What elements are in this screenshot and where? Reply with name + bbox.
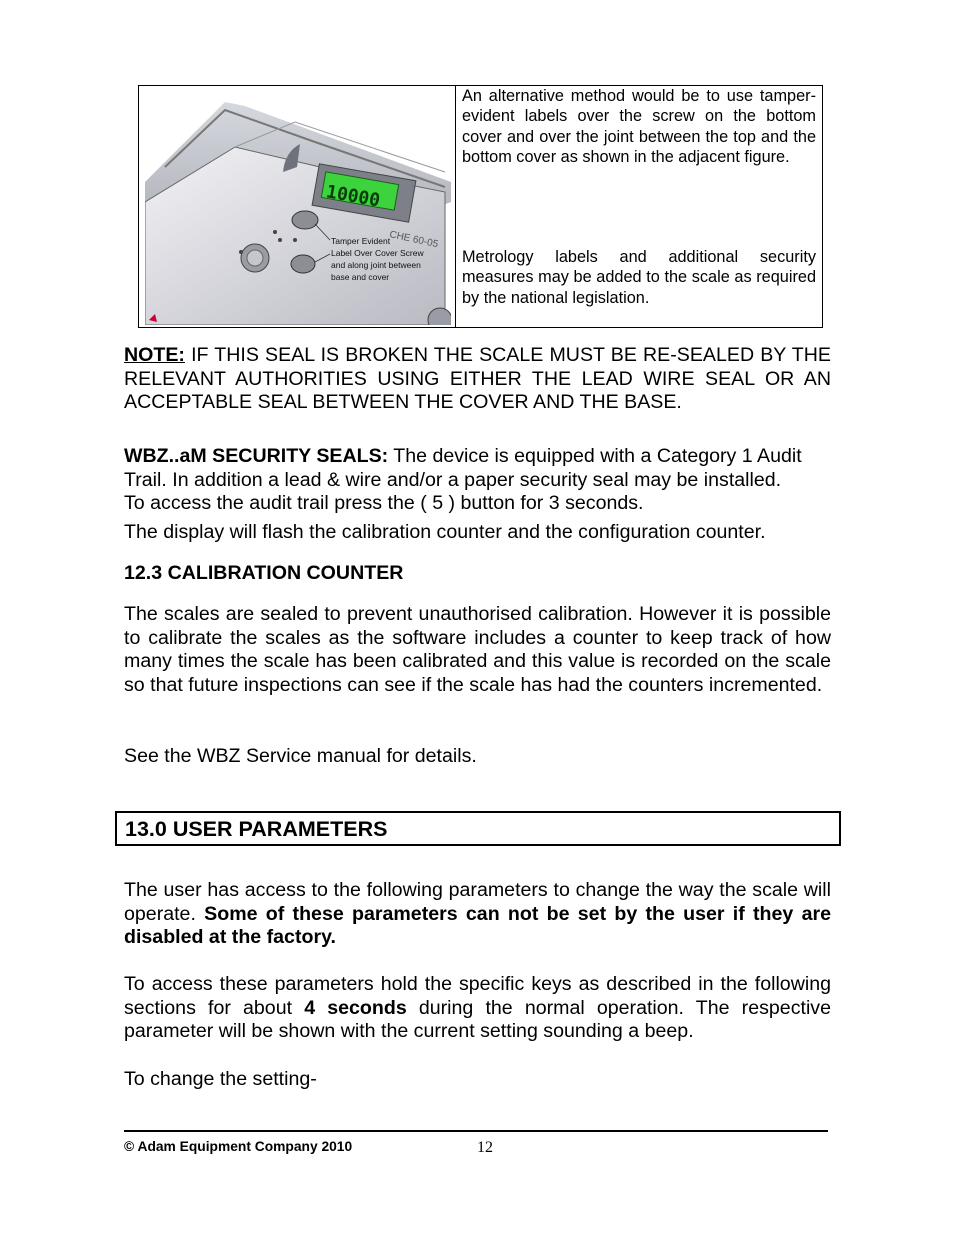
access-parameters-paragraph — [124, 973, 831, 1044]
section-13-heading: 13.0 USER PARAMETERS — [125, 817, 388, 841]
security-seals-text: The device is equipped with a Category 1 Audit Trail. In addition a lead & wire and/or a paper security seal may be installed. To access the audit trail press the ( 5 ) button for 3 seconds. — [124, 445, 802, 515]
seal-figure-table — [138, 85, 823, 328]
note-label: NOTE: — [124, 344, 185, 366]
section-13-heading-box — [115, 811, 841, 846]
table-divider — [455, 86, 456, 327]
display-readout: 10000 — [324, 181, 382, 212]
callout-line-3: and along joint between — [331, 260, 421, 270]
display-flash-text: The display will flash the calibration counter and the configuration counter. — [124, 521, 766, 543]
security-seals-paragraph — [124, 445, 804, 516]
access-text-b: during the normal operation. The respective parameter will be shown with the current setting sounding a beep. — [124, 996, 831, 1043]
callout-line-4: base and cover — [331, 272, 390, 282]
security-seals-label: WBZ..aM SECURITY SEALS: — [124, 445, 389, 467]
service-manual-reference: See the WBZ Service manual for details. — [124, 745, 477, 767]
access-bold-seconds: 4 seconds — [304, 996, 407, 1019]
metrology-labels-text: Metrology labels and additional security measures may be added to the scale as required by the national legislation. — [462, 248, 816, 307]
callout-line-1: Tamper Evident — [331, 236, 391, 246]
section-12-3-heading: 12.3 CALIBRATION COUNTER — [124, 562, 404, 584]
note-text: IF THIS SEAL IS BROKEN THE SCALE MUST BE RE-SEALED BY THE RELEVANT AUTHORITIES USING EITHER THE LEAD WIRE SEAL OR AN ACCEPTABLE SEAL BETWEEN THE COVER AND THE BASE. — [124, 344, 831, 414]
change-setting-text: To change the setting- — [124, 1068, 317, 1090]
callout-line-2: Label Over Cover Screw — [331, 248, 424, 258]
scale-drawing — [145, 92, 451, 325]
footer-rule — [124, 1130, 828, 1132]
side-label: CHE 60-05 — [388, 229, 440, 251]
access-text-a: To access these parameters hold the specific keys as described in the following sections for about — [124, 973, 831, 1019]
intro-text: The user has access to the following parameters to change the way the scale will operate. — [124, 879, 831, 925]
scale-seal-illustration — [145, 92, 451, 325]
calibration-counter-body: The scales are sealed to prevent unauthorised calibration. However it is possible to calibrate the scales as the software includes a counter to keep track of how many times the scale has been calibrated and this value is recorded on the scale so that future inspections can see if the scale has had the counters incremented. — [124, 603, 831, 696]
note-paragraph — [124, 344, 831, 415]
footer-copyright: © Adam Equipment Company 2010 — [124, 1139, 353, 1154]
intro-bold-text: Some of these parameters can not be set by the user if they are disabled at the factory. — [124, 902, 832, 949]
alternative-method-text: An alternative method would be to use tamper-evident labels over the screw on the bottom cover and over the joint between the top and the bottom cover as shown in the adjacent figure. — [462, 87, 816, 166]
page-number: 12 — [477, 1139, 493, 1156]
user-parameters-intro — [124, 879, 831, 950]
